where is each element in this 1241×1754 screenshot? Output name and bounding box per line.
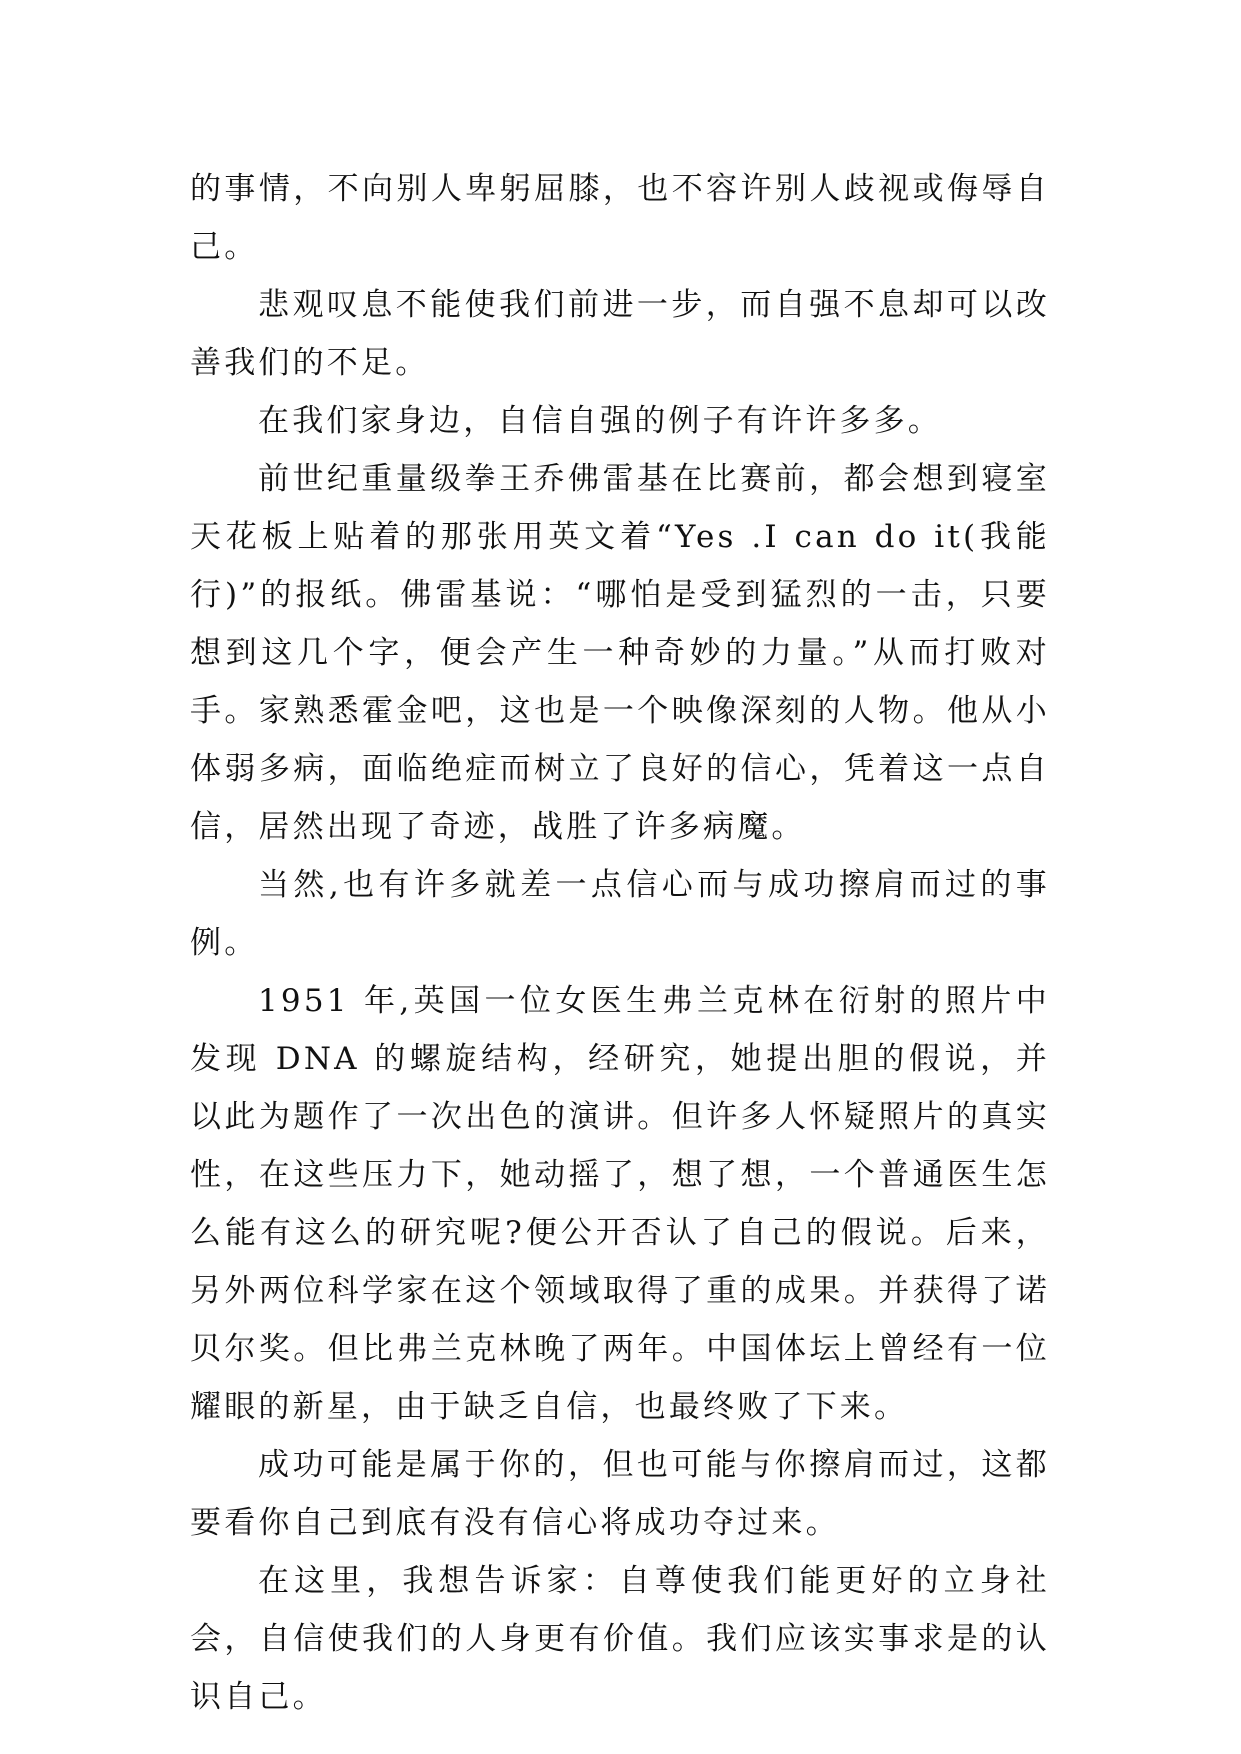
paragraph-2: 悲观叹息不能使我们前进一步，而自强不息却可以改善我们的不足。	[190, 287, 1050, 381]
paragraph-8: 在这里，我想告诉家：自尊使我们能更好的立身社会，自信使我们的人身更有价值。我们应该实事求是的认识自己。	[190, 1563, 1050, 1715]
paragraph-7: 成功可能是属于你的，但也可能与你擦肩而过，这都要看你自己到底有没有信心将成功夺过来。	[190, 1447, 1050, 1541]
document-body	[190, 160, 1050, 1726]
paragraph-3: 在我们家身边，自信自强的例子有许许多多。	[258, 403, 942, 439]
paragraph-6: 1951 年,英国一位女医生弗兰克林在衍射的照片中发现 DNA 的螺旋结构，经研究，她提出胆的假说，并以此为题作了一次出色的演讲。但许多人怀疑照片的真实性，在这些压力下，她动摇了，想了想，一个普通医生怎么能有这么的研究呢?便公开否认了自己的假说。后来，另外两位科学家在这个领域取得了重的成果。并获得了诺贝尔奖。但比弗兰克林晚了两年。中国体坛上曾经有一位耀眼的新星，由于缺乏自信，也最终败了下来。	[190, 983, 1050, 1425]
paragraph-4: 前世纪重量级拳王乔佛雷基在比赛前，都会想到寝室天花板上贴着的那张用英文着“Yes .I can do it(我能行)”的报纸。佛雷基说：“哪怕是受到猛烈的一击，只要想到这几个字，便会产生一种奇妙的力量。”从而打败对手。家熟悉霍金吧，这也是一个映像深刻的人物。他从小体弱多病，面临绝症而树立了良好的信心，凭着这一点自信，居然出现了奇迹，战胜了许多病魔。	[190, 461, 1050, 845]
paragraph-1: 的事情，不向别人卑躬屈膝，也不容许别人歧视或侮辱自己。	[190, 171, 1050, 265]
paragraph-5: 当然,也有许多就差一点信心而与成功擦肩而过的事例。	[190, 867, 1050, 961]
